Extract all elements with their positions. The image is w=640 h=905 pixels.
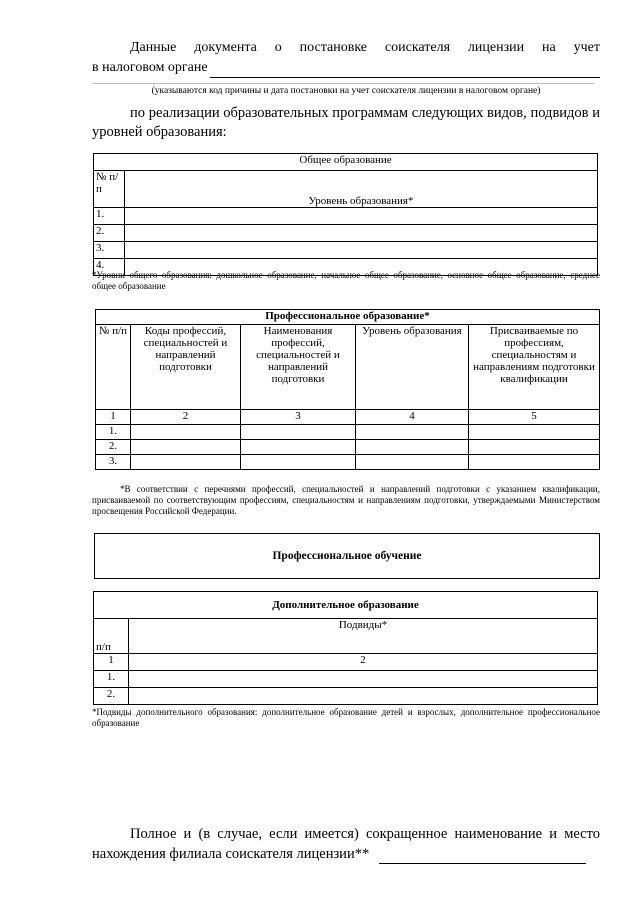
col-num-header: п/п [94,619,129,654]
column-numbers-row [96,410,600,425]
cell[interactable] [241,440,356,455]
professional-footnote: *В соответствии с перечнями профессий, специальностей и направлений подготовки с указанием квалификации, присваиваемой по соответствующим профессиям, специальностям и направлениям подготовки, утверждаемыми Министерством просвещения Российской Федерации. [92,484,600,516]
col-number: 3 [241,410,356,425]
subtype-cell[interactable] [129,688,598,705]
branch-paragraph [92,824,600,864]
table-row [96,455,600,470]
col-qualification-header: Присваиваемые по профессиям, специальностям и направлениям подготовки квалификации [469,325,600,410]
level-cell[interactable] [125,225,598,242]
table-row [96,440,600,455]
tax-registration-blank[interactable] [210,63,600,78]
col-level-header: Уровень образования* [125,171,598,208]
tax-registration-text: Данные документа о постановке соискателя лицензии на учет [130,40,600,55]
col-num-header: № п/п [94,171,125,208]
cell[interactable] [131,440,241,455]
table-row [94,242,598,259]
row-number: 2. [94,688,129,705]
general-education-title: Общее образование [94,154,598,171]
professional-education-table [95,309,600,470]
col-number: 5 [469,410,600,425]
programs-intro: по реализации образовательных программам следующих видов, подвидов и уровней образования: [92,105,600,140]
branch-text-2: нахождения филиала соискателя лицензии** [92,846,370,862]
cell[interactable] [241,425,356,440]
cell[interactable] [356,425,469,440]
professional-education-title: Профессиональное образование* [96,310,600,325]
general-education-table [93,153,598,276]
cell[interactable] [356,455,469,470]
table-row [94,208,598,225]
tax-registration-caption: (указываются код причины и дата постановки на учет соискателя лицензии в налоговом органе) [151,86,541,96]
row-number: 3. [94,242,125,259]
tax-registration-paragraph [92,38,600,78]
row-number: 2. [94,225,125,242]
row-number: 3. [96,455,131,470]
col-num-header: № п/п [96,325,131,410]
table-row [94,671,598,688]
column-numbers-row [94,654,598,671]
cell[interactable] [469,440,600,455]
general-footnote: *Уровни общего образования: дошкольное образование, начальное общее образование, основное общее образование, среднее общее образование [92,270,600,291]
col-number: 1 [96,410,131,425]
table-row [96,425,600,440]
level-cell[interactable] [125,242,598,259]
professional-training-title: Профессиональное обучение [272,550,422,562]
row-number: 1. [94,208,125,225]
divider [92,83,594,84]
additional-footnote: *Подвиды дополнительного образования: дополнительное образование детей и взрослых, дополнительное профессиональное образование [92,707,600,728]
cell[interactable] [469,425,600,440]
col-number: 2 [131,410,241,425]
cell[interactable] [131,425,241,440]
col-number: 2 [129,654,598,671]
level-cell[interactable] [125,208,598,225]
col-number: 1 [94,654,129,671]
professional-training-box [94,533,600,579]
branch-blank[interactable] [379,849,586,864]
col-number: 4 [356,410,469,425]
row-number: 1. [96,425,131,440]
row-number: 4. [94,259,125,276]
cell[interactable] [356,440,469,455]
additional-education-title: Дополнительное образование [94,592,598,619]
cell[interactable] [241,455,356,470]
col-subtype-header: Подвиды* [129,619,598,654]
col-names-header: Наименования профессий, специальностей и направлений подготовки [241,325,356,410]
tax-registration-text-2: в налоговом органе [92,60,208,75]
cell[interactable] [469,455,600,470]
table-row [94,225,598,242]
row-number: 1. [94,671,129,688]
col-level-header: Уровень образования [356,325,469,410]
col-codes-header: Коды профессий, специальностей и направлений подготовки [131,325,241,410]
additional-education-table [93,591,598,705]
table-row [94,688,598,705]
branch-text-1: Полное и (в случае, если имеется) сокращенное наименование и место [130,826,600,842]
row-number: 2. [96,440,131,455]
subtype-cell[interactable] [129,671,598,688]
cell[interactable] [131,455,241,470]
